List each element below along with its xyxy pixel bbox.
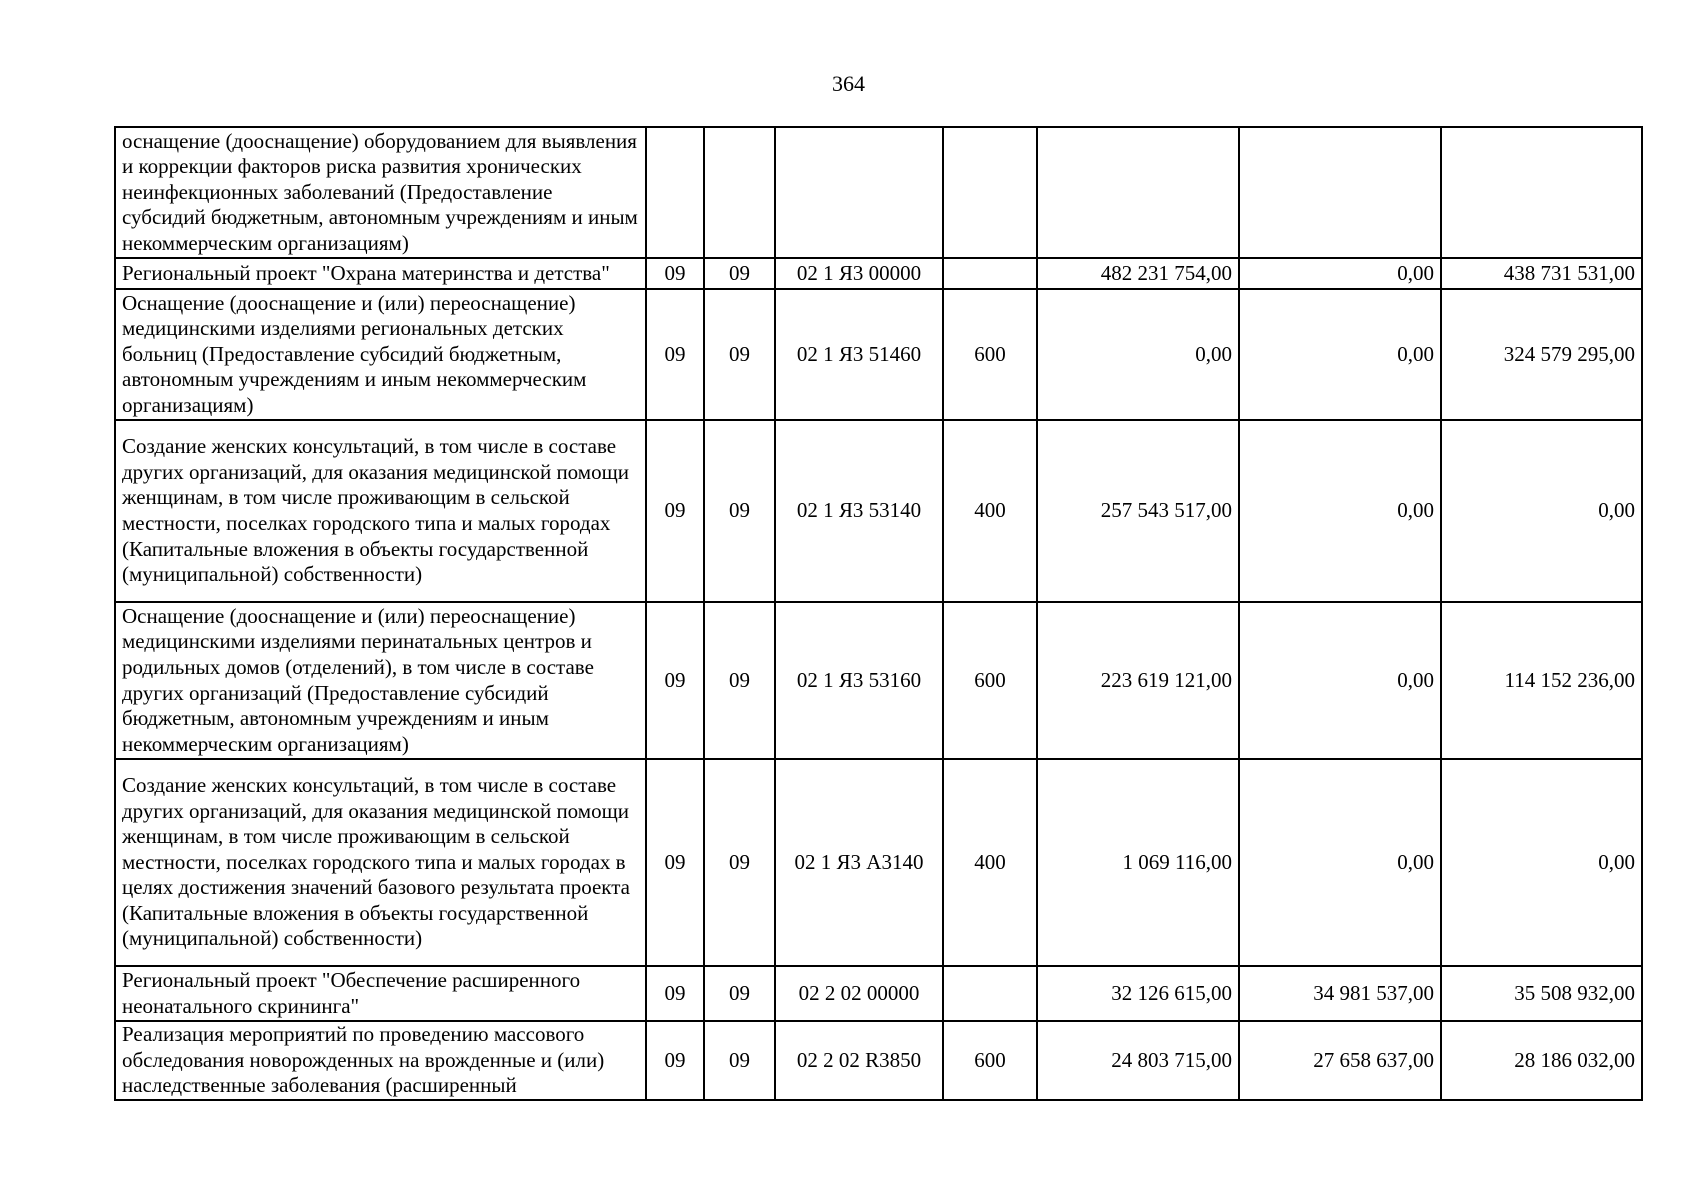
amount-cell-1: 223 619 121,00: [1037, 602, 1239, 759]
section-code-cell: 09: [646, 966, 704, 1021]
amount-cell-2: 0,00: [1239, 258, 1441, 289]
amount-cell-3: [1441, 127, 1642, 258]
expense-type-cell: 600: [943, 289, 1037, 420]
subsection-code-cell: 09: [704, 602, 775, 759]
amount-cell-3: 35 508 932,00: [1441, 966, 1642, 1021]
subsection-code-cell: 09: [704, 759, 775, 966]
amount-cell-2: 34 981 537,00: [1239, 966, 1441, 1021]
item-name-cell: Оснащение (дооснащение и (или) переоснащение) медицинскими изделиями перинатальных центров и родильных домов (отделений), в том числе в составе других организаций (Предоставление субсидий бюджетным, автономным учреждениям и иным некоммерческим организациям): [115, 602, 646, 759]
expense-type-cell: 600: [943, 1021, 1037, 1100]
amount-cell-1: 24 803 715,00: [1037, 1021, 1239, 1100]
subsection-code-cell: 09: [704, 966, 775, 1021]
table-row: [115, 420, 1642, 602]
item-name-cell: Создание женских консультаций, в том числе в составе других организаций, для оказания медицинской помощи женщинам, в том числе проживающим в сельской местности, поселках городского типа и малых городах в целях достижения значений базового результата проекта (Капитальные вложения в объекты государственной (муниципальной) собственности): [115, 759, 646, 966]
item-name-cell: Региональный проект "Охрана материнства и детства": [115, 258, 646, 289]
expense-type-cell: [943, 127, 1037, 258]
section-code-cell: 09: [646, 602, 704, 759]
table-row: [115, 759, 1642, 966]
amount-cell-3: 28 186 032,00: [1441, 1021, 1642, 1100]
section-code-cell: 09: [646, 420, 704, 602]
target-article-cell: 02 2 02 00000: [775, 966, 943, 1021]
expense-type-cell: [943, 258, 1037, 289]
table-row: [115, 127, 1642, 258]
budget-table: [114, 126, 1643, 1101]
item-name-cell: Региональный проект "Обеспечение расширенного неонатального скрининга": [115, 966, 646, 1021]
amount-cell-1: 1 069 116,00: [1037, 759, 1239, 966]
item-name-cell: Оснащение (дооснащение и (или) переоснащение) медицинскими изделиями региональных детских больниц (Предоставление субсидий бюджетным, автономным учреждениям и иным некоммерческим организациям): [115, 289, 646, 420]
table-row: [115, 1021, 1642, 1100]
table-row: [115, 966, 1642, 1021]
amount-cell-2: 0,00: [1239, 602, 1441, 759]
target-article-cell: 02 1 Я3 53140: [775, 420, 943, 602]
table-row: [115, 289, 1642, 420]
item-name-cell: Реализация мероприятий по проведению массового обследования новорожденных на врожденные и (или) наследственные заболевания (расширенный: [115, 1021, 646, 1100]
amount-cell-1: 257 543 517,00: [1037, 420, 1239, 602]
amount-cell-1: [1037, 127, 1239, 258]
expense-type-cell: 400: [943, 759, 1037, 966]
amount-cell-2: [1239, 127, 1441, 258]
item-name-cell: оснащение (дооснащение) оборудованием для выявления и коррекции факторов риска развития хронических неинфекционных заболеваний (Предоставление субсидий бюджетным, автономным учреждениям и иным некоммерческим организациям): [115, 127, 646, 258]
subsection-code-cell: 09: [704, 258, 775, 289]
section-code-cell: [646, 127, 704, 258]
section-code-cell: 09: [646, 1021, 704, 1100]
amount-cell-3: 0,00: [1441, 420, 1642, 602]
expense-type-cell: 400: [943, 420, 1037, 602]
amount-cell-3: 114 152 236,00: [1441, 602, 1642, 759]
amount-cell-1: 0,00: [1037, 289, 1239, 420]
target-article-cell: 02 1 Я3 00000: [775, 258, 943, 289]
section-code-cell: 09: [646, 289, 704, 420]
amount-cell-2: 0,00: [1239, 759, 1441, 966]
amount-cell-3: 0,00: [1441, 759, 1642, 966]
subsection-code-cell: 09: [704, 289, 775, 420]
target-article-cell: [775, 127, 943, 258]
amount-cell-2: 27 658 637,00: [1239, 1021, 1441, 1100]
amount-cell-1: 32 126 615,00: [1037, 966, 1239, 1021]
amount-cell-2: 0,00: [1239, 420, 1441, 602]
page-number: 364: [832, 71, 865, 96]
subsection-code-cell: [704, 127, 775, 258]
target-article-cell: 02 1 Я3 51460: [775, 289, 943, 420]
target-article-cell: 02 2 02 R3850: [775, 1021, 943, 1100]
item-name-cell: Создание женских консультаций, в том числе в составе других организаций, для оказания медицинской помощи женщинам, в том числе проживающим в сельской местности, поселках городского типа и малых городах (Капитальные вложения в объекты государственной (муниципальной) собственности): [115, 420, 646, 602]
section-code-cell: 09: [646, 258, 704, 289]
subsection-code-cell: 09: [704, 1021, 775, 1100]
amount-cell-2: 0,00: [1239, 289, 1441, 420]
amount-cell-3: 324 579 295,00: [1441, 289, 1642, 420]
table-row: [115, 602, 1642, 759]
expense-type-cell: 600: [943, 602, 1037, 759]
table-row: [115, 258, 1642, 289]
expense-type-cell: [943, 966, 1037, 1021]
table-body: [115, 127, 1642, 1100]
amount-cell-3: 438 731 531,00: [1441, 258, 1642, 289]
amount-cell-1: 482 231 754,00: [1037, 258, 1239, 289]
section-code-cell: 09: [646, 759, 704, 966]
subsection-code-cell: 09: [704, 420, 775, 602]
target-article-cell: 02 1 Я3 53160: [775, 602, 943, 759]
target-article-cell: 02 1 Я3 А3140: [775, 759, 943, 966]
